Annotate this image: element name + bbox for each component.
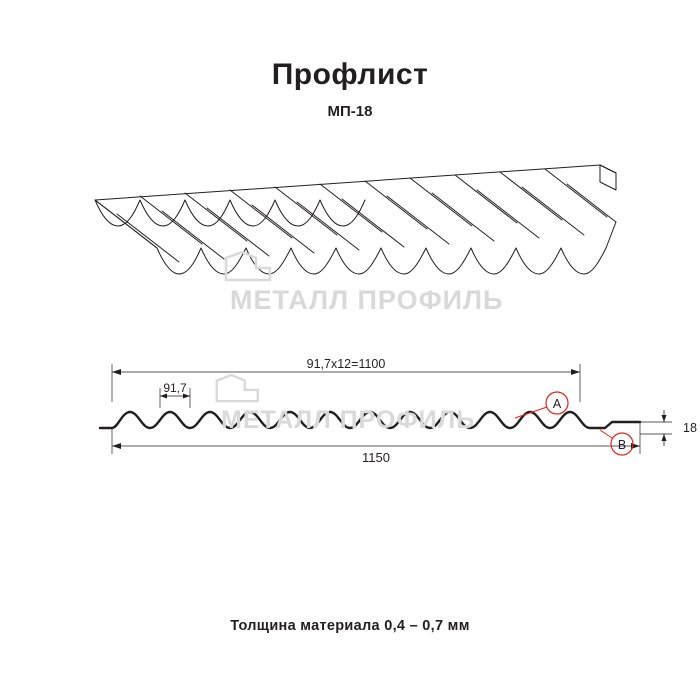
dim-overall-label: 1150 <box>362 450 390 465</box>
dim-pitch-label: 91,7 <box>163 381 187 395</box>
technical-svg <box>60 350 697 480</box>
dim-total-top-label: 91,7x12=1100 <box>306 357 386 371</box>
dim-height-label: 18 <box>683 421 697 435</box>
isometric-illustration <box>60 150 650 290</box>
material-thickness-note: Толщина материала 0,4 – 0,7 мм <box>230 618 470 634</box>
page-title: Профлист <box>271 58 429 91</box>
product-code: МП-18 <box>327 103 373 120</box>
technical-drawing <box>60 350 697 480</box>
callout-a-label: A <box>552 397 562 411</box>
watermark-text: МЕТАЛЛ ПРОФИЛЬ <box>230 285 504 316</box>
callout-b-label: B <box>617 438 627 452</box>
isometric-svg <box>60 150 650 290</box>
watermark-text: МЕТАЛЛ ПРОФИЛЬ <box>221 405 476 434</box>
